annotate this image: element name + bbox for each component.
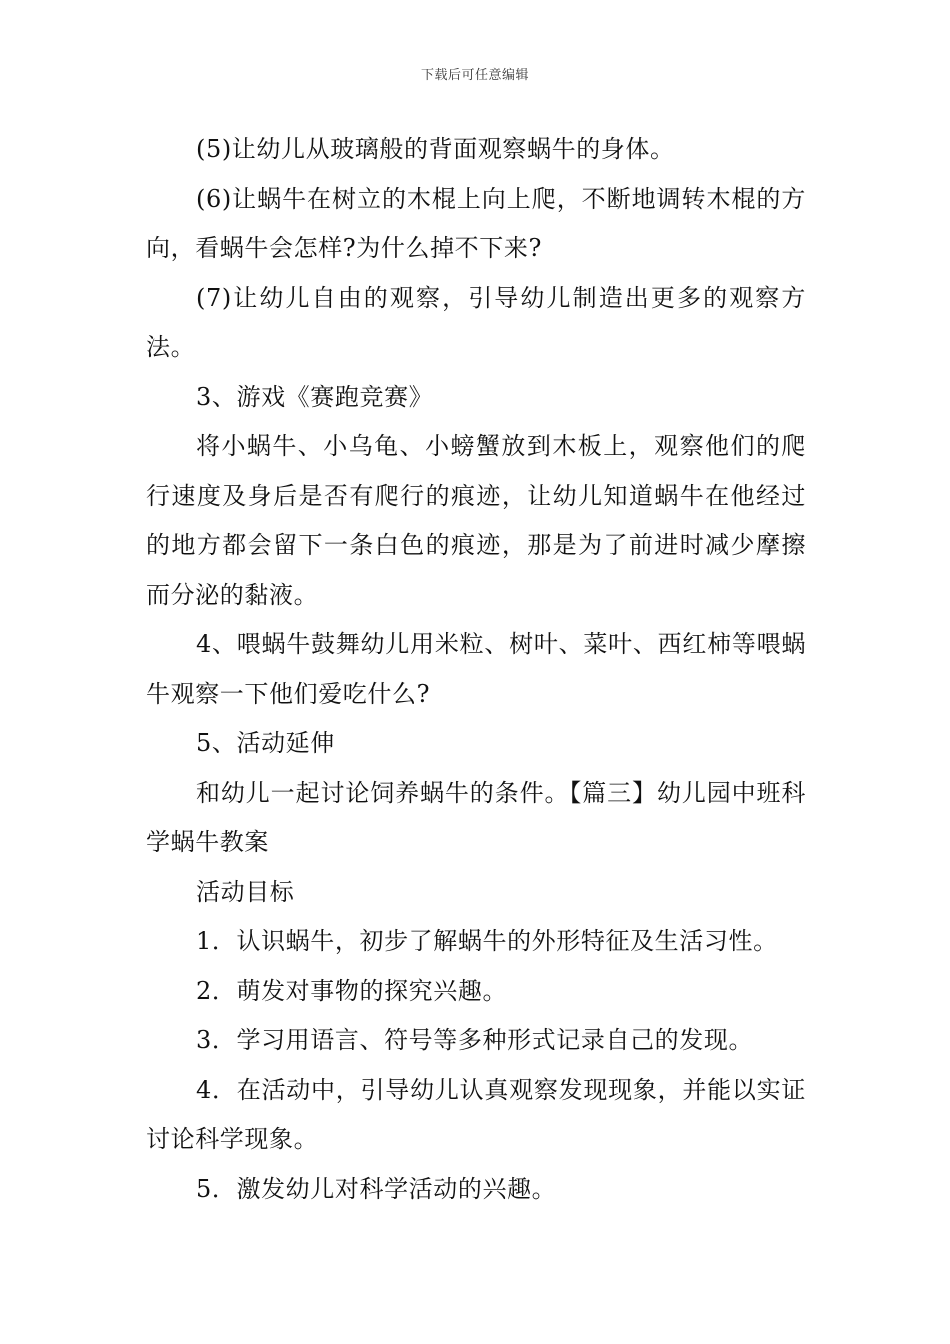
paragraph-step-5: (5)让幼儿从玻璃般的背面观察蜗牛的身体。 <box>196 135 675 163</box>
goal-item-1: 1．认识蜗牛，初步了解蜗牛的外形特征及生活习性。 <box>196 927 778 955</box>
heading-extension: 5、活动延伸 <box>196 729 335 757</box>
paragraph-game-description: 将小蜗牛、小乌龟、小螃蟹放到木板上，观察他们的爬行速度及身后是否有爬行的痕迹，让幼儿知道蜗牛在他经过的地方都会留下一条白色的痕迹，那是为了前进时减少摩擦而分泌的黏液。 <box>146 432 806 609</box>
paragraph-step-7: (7)让幼儿自由的观察，引导幼儿制造出更多的观察方法。 <box>146 283 806 361</box>
page-header: 下载后可任意编辑 <box>420 68 529 83</box>
paragraph-feeding: 4、喂蜗牛鼓舞幼儿用米粒、树叶、菜叶、西红柿等喂蜗牛观察一下他们爱吃什么? <box>146 630 806 708</box>
paragraph-extension: 和幼儿一起讨论饲养蜗牛的条件。【篇三】幼儿园中班科学蜗牛教案 <box>146 778 806 856</box>
document-body <box>146 125 806 1214</box>
goal-item-3: 3．学习用语言、符号等多种形式记录自己的发现。 <box>196 1026 754 1054</box>
goal-item-5: 5．激发幼儿对科学活动的兴趣。 <box>196 1174 557 1203</box>
paragraph-step-6: (6)让蜗牛在树立的木棍上向上爬，不断地调转木棍的方向，看蜗牛会怎样?为什么掉不下来? <box>146 184 806 262</box>
goal-item-2: 2．萌发对事物的探究兴趣。 <box>196 976 508 1005</box>
goal-item-4: 4．在活动中，引导幼儿认真观察发现现象，并能以实证讨论科学现象。 <box>146 1075 806 1153</box>
heading-activity-goals: 活动目标 <box>196 877 295 906</box>
heading-game: 3、游戏《赛跑竞赛》 <box>196 382 434 411</box>
